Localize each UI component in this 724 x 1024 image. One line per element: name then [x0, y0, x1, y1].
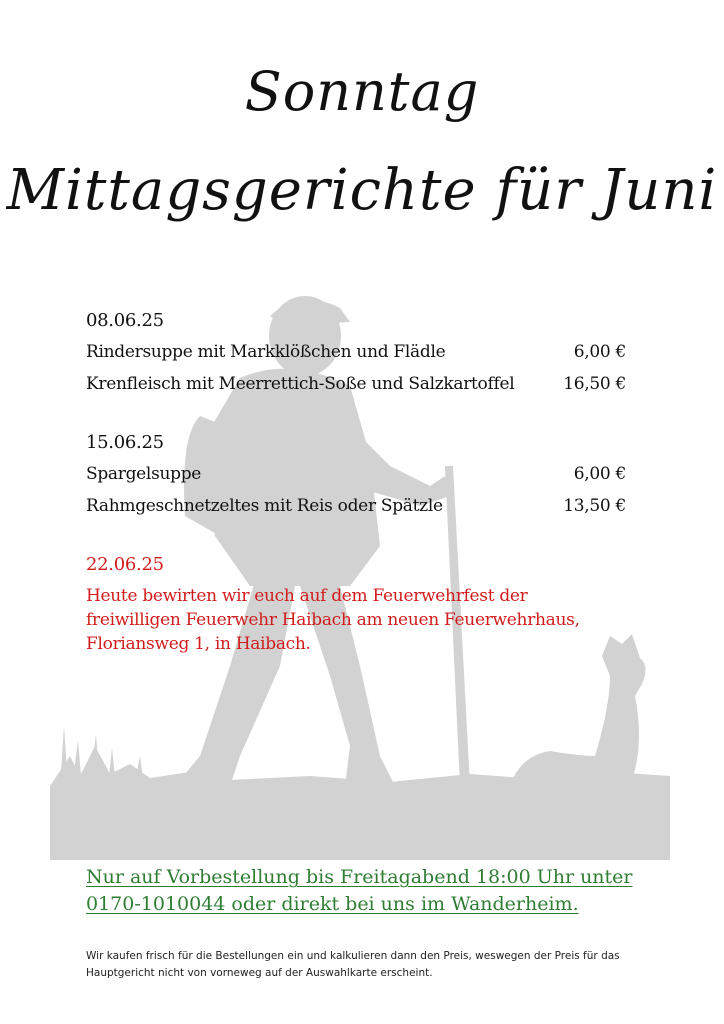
menu-item [86, 368, 626, 400]
menu-item [86, 490, 626, 522]
menu-item-price: 13,50 € [563, 496, 626, 516]
menu-item-name: Rahmgeschnetzeltes mit Reis oder Spätzle [86, 496, 443, 516]
disclaimer-text: Wir kaufen frisch für die Bestellungen ein und kalkulieren dann den Preis, weswegen der Preis für das Hauptgericht nicht von vorneweg auf der Auswahlkarte erscheint. [86, 950, 620, 979]
title-line-1: Sonntag [244, 60, 480, 123]
menu-section-2 [86, 428, 626, 522]
section-date: 22.06.25 [86, 554, 164, 575]
section-date: 15.06.25 [86, 432, 164, 453]
menu-item-price: 6,00 € [573, 342, 626, 362]
menu-section-1 [86, 306, 626, 400]
menu-list [86, 306, 626, 684]
section-date: 08.06.25 [86, 310, 164, 331]
menu-item-name: Krenfleisch mit Meerrettich-Soße und Salzkartoffel [86, 374, 515, 394]
menu-item-price: 6,00 € [573, 464, 626, 484]
title-line-2: Mittagsgerichte für Juni [6, 158, 718, 223]
menu-item [86, 336, 626, 368]
menu-item [86, 458, 626, 490]
menu-item-price: 16,50 € [563, 374, 626, 394]
menu-item-name: Rindersuppe mit Markklößchen und Flädle [86, 342, 446, 362]
menu-section-3 [86, 550, 626, 656]
preorder-note: Nur auf Vorbestellung bis Freitagabend 18:00 Uhr unter 0170-1010044 oder direkt bei uns im Wanderheim. [86, 866, 633, 915]
event-notice: Heute bewirten wir euch auf dem Feuerwehrfest der freiwilligen Feuerwehr Haibach am neuen Feuerwehrhaus, Floriansweg 1, in Haibach. [86, 586, 580, 654]
menu-item-name: Spargelsuppe [86, 464, 202, 484]
